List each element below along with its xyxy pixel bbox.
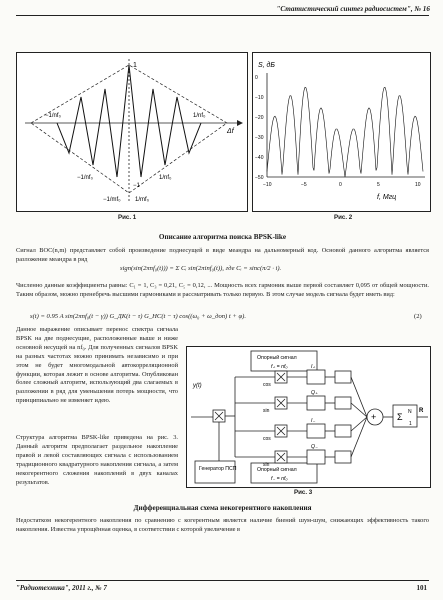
paragraph-3: Данное выражение описывает перенос спектра сигнала BPSK на две поднесущие, расположенные выше и ниже основной несущей на nf₀. Для полученных сигналов BPSK на разных частотах можно принимать независимо и при этом не будет многомодальной автокорреляционной функции, которая лежит в основе алгоритма. Опубликован более сложный алгоритм, использующий два слагаемых в разложении в ряд для уменьшения потерь мощности, что принципиально не изменяет идею. [16,326,178,405]
footer-rule [16,580,429,581]
series-formula: sign(sin(2πnf₀(t))) = Σ Cᵢ sin(2πinf₀(t)), где Cᵢ = sinc(π/2 · i). [120,265,282,272]
reference-label: sin [263,462,270,468]
integrator-block [307,450,325,464]
channel-label: Q₊ [311,390,318,396]
figure-2 [252,52,431,212]
header-rule [16,15,429,16]
fig2-xtick-label: 5 [377,182,380,188]
input-label: y(t) [193,383,202,389]
fig2-xtick-label: 10 [415,182,421,188]
figure-1-caption: Рис. 1 [118,214,137,221]
osc-top-freq: f₊ = nf₀ [271,364,288,370]
reference-label: sin [263,408,270,414]
figure-2-plot [253,53,430,211]
fig1-bottom-neg-label: −1/nf₀ [77,175,94,181]
section-title-bpsk: Описание алгоритма поиска BPSK-like [158,233,287,241]
fig2-xlabel: f, Мгц [377,194,397,201]
reference-label: cos [263,436,271,442]
section-title-differential: Дифференциальная схема некогерентного накопления [133,504,312,512]
square-law-block [335,371,351,383]
fig1-neg-one-label: −1 [133,183,140,189]
figure-3 [186,346,431,488]
channel-label: I₊ [311,364,316,370]
figure-3-diagram [187,347,430,487]
fig2-xtick-group [263,182,421,188]
square-law-block [335,397,351,409]
sum-lower-limit: 1 [409,421,412,427]
integrator-block [307,396,325,410]
prn-generator-label-1: Генератор ПСП [199,466,237,472]
osc-bottom-freq: f₋ = nf₀ [271,476,288,482]
fig2-ytick-label: 0 [255,75,258,81]
output-label: R [419,408,424,414]
equation-2: s(t) = 0.95 A sin(2πnf₀(t − γ)) G_ДК(t − τ) G_НС(t − τ) cos((ω₀ + ω_доп) t + φ). [30,313,246,320]
sum-symbol: Σ [397,412,403,422]
paragraph-2: Численно данные коэффициенты равны: C₁ = 1, C₃ = 0,21, C₅ = 0,12, ... Мощность всех гармоник выше первой составляет 0,095 от общей мощности. Таким образом, можно пренебречь высшими гармониками и рассматривать только первую. В этом случае модель сигнала будет иметь вид: [16,282,429,298]
signal-line [351,377,367,417]
signal-line [351,417,367,457]
fig1-bottom-right-label: 1/mf₀ [135,197,150,203]
osc-top-title: Опорный сигнал [257,355,297,361]
fig1-peak-label: 1 [133,62,137,69]
square-law-block [335,425,351,437]
footer-journal: "Радиотехника", 2011 г., № 7 [16,584,107,592]
figure-1-plot [17,53,247,211]
paragraph-1: Сигнал BOC(n,m) представляет собой произведение поднесущей в виде меандра на дальномерный код. Основой данного алгоритма является разложение меандра в ряд [16,247,429,263]
page-number: 101 [416,584,427,592]
fig1-axis-label: Δf [227,128,234,135]
osc-bottom-title: Опорный сигнал [257,467,297,473]
running-header: "Статистический синтез радиосистем", № 16 [276,5,430,13]
fig1-bottom-left-label: −1/mf₀ [103,197,121,203]
fig2-ytick-label: −40 [255,155,264,161]
paragraph-5: Недостатком некогерентного накопления по сравнению с когерентным является наличие биений шум-шум, снижающих эффективность такого накопления. Известна упрощённая оценка, в соответствии с которой увеличение в [16,517,429,533]
integrator-block [307,370,325,384]
equation-2-number: (2) [414,313,422,320]
paragraph-4: Структура алгоритма BPSK-like приведена на рис. 3. Данный алгоритм предполагает раздельное накопление правой и левой составляющих сигнала с использованием традиционного квадратурного накопления сигнала, а затем некогерентного сложения накоплений в двух каналах результатов. [16,434,178,486]
mixer-chain-group [235,364,367,468]
fig2-spectrum-line [267,87,423,177]
channel-label: I₋ [311,418,316,424]
fig2-ytick-label: −10 [255,95,264,101]
channel-label: Q₋ [311,444,318,450]
fig2-xtick-label: −5 [301,182,307,188]
fig2-ytick-label: −50 [255,175,264,181]
fig2-ytick-label: −30 [255,135,264,141]
fig2-ylabel: S, дБ [258,62,275,69]
fig1-left-top-label: −1/nf₀ [45,113,62,119]
fig2-xtick-label: 0 [339,182,342,188]
figure-3-caption: Рис. 3 [294,489,313,496]
fig2-ytick-group [255,75,264,181]
fig2-ytick-label: −20 [255,115,264,121]
fig1-right-top-label: 1/nf₀ [193,113,206,119]
reference-label: cos [263,382,271,388]
integrator-block [307,424,325,438]
figure-1 [16,52,248,212]
sum-upper-limit: N [408,409,412,415]
fig2-xtick-label: −10 [263,182,272,188]
figure-2-caption: Рис. 2 [334,214,353,221]
fig1-bottom-pos-label: 1/nf₀ [159,175,172,181]
adder-symbol: + [371,412,377,422]
square-law-block [335,451,351,463]
